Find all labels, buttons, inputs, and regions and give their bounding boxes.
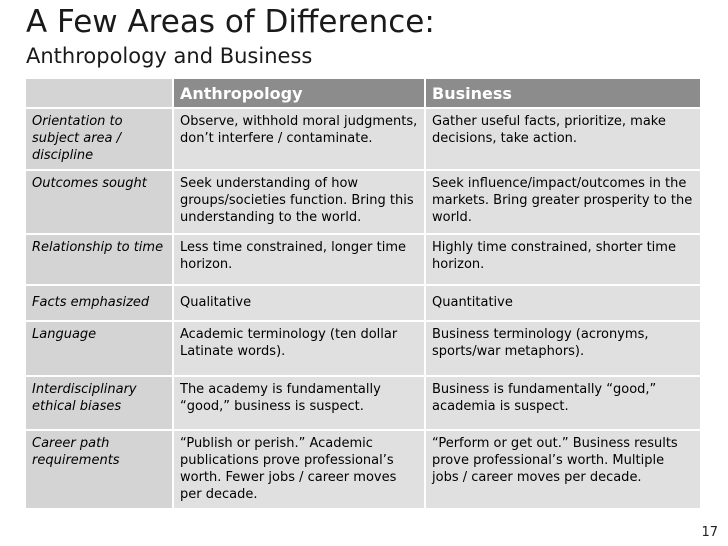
anthropology-cell: Academic terminology (ten dollar Latinate words). xyxy=(173,321,425,376)
table-row xyxy=(26,170,700,234)
business-cell: Seek influence/impact/outcomes in the markets. Bring greater prosperity to the world. xyxy=(425,170,700,234)
comparison-table xyxy=(26,79,700,510)
anthropology-cell: Seek understanding of how groups/societies function. Bring this understanding to the world. xyxy=(173,170,425,234)
business-cell: Highly time constrained, shorter time horizon. xyxy=(425,234,700,285)
table-row xyxy=(26,285,700,321)
row-label: Outcomes sought xyxy=(26,170,173,234)
business-cell: Quantitative xyxy=(425,285,700,321)
slide-subtitle: Anthropology and Business xyxy=(26,44,313,68)
anthropology-cell: “Publish or perish.” Academic publications prove professional’s worth. Fewer jobs / career moves per decade. xyxy=(173,430,425,509)
page-number: 17 xyxy=(701,525,718,540)
business-cell: Gather useful facts, prioritize, make decisions, take action. xyxy=(425,108,700,170)
anthropology-cell: Observe, withhold moral judgments, don’t interfere / contaminate. xyxy=(173,108,425,170)
business-cell: “Perform or get out.” Business results prove professional’s worth. Multiple jobs / career moves per decade. xyxy=(425,430,700,509)
table-row xyxy=(26,234,700,285)
table-row xyxy=(26,108,700,170)
table-row xyxy=(26,321,700,376)
business-cell: Business terminology (acronyms, sports/war metaphors). xyxy=(425,321,700,376)
anthropology-cell: The academy is fundamentally “good,” business is suspect. xyxy=(173,376,425,430)
anthropology-cell: Qualitative xyxy=(173,285,425,321)
business-cell: Business is fundamentally “good,” academia is suspect. xyxy=(425,376,700,430)
table-row xyxy=(26,376,700,430)
row-label: Orientation to subject area / discipline xyxy=(26,108,173,170)
row-label: Language xyxy=(26,321,173,376)
row-label: Facts emphasized xyxy=(26,285,173,321)
table-header-row xyxy=(26,79,700,108)
header-business: Business xyxy=(425,79,700,108)
header-anthropology: Anthropology xyxy=(173,79,425,108)
row-label: Career path requirements xyxy=(26,430,173,509)
row-label: Relationship to time xyxy=(26,234,173,285)
anthropology-cell: Less time constrained, longer time horizon. xyxy=(173,234,425,285)
row-label: Interdisciplinary ethical biases xyxy=(26,376,173,430)
header-blank-cell xyxy=(26,79,173,108)
table-row xyxy=(26,430,700,509)
slide-title: A Few Areas of Difference: xyxy=(26,4,435,40)
